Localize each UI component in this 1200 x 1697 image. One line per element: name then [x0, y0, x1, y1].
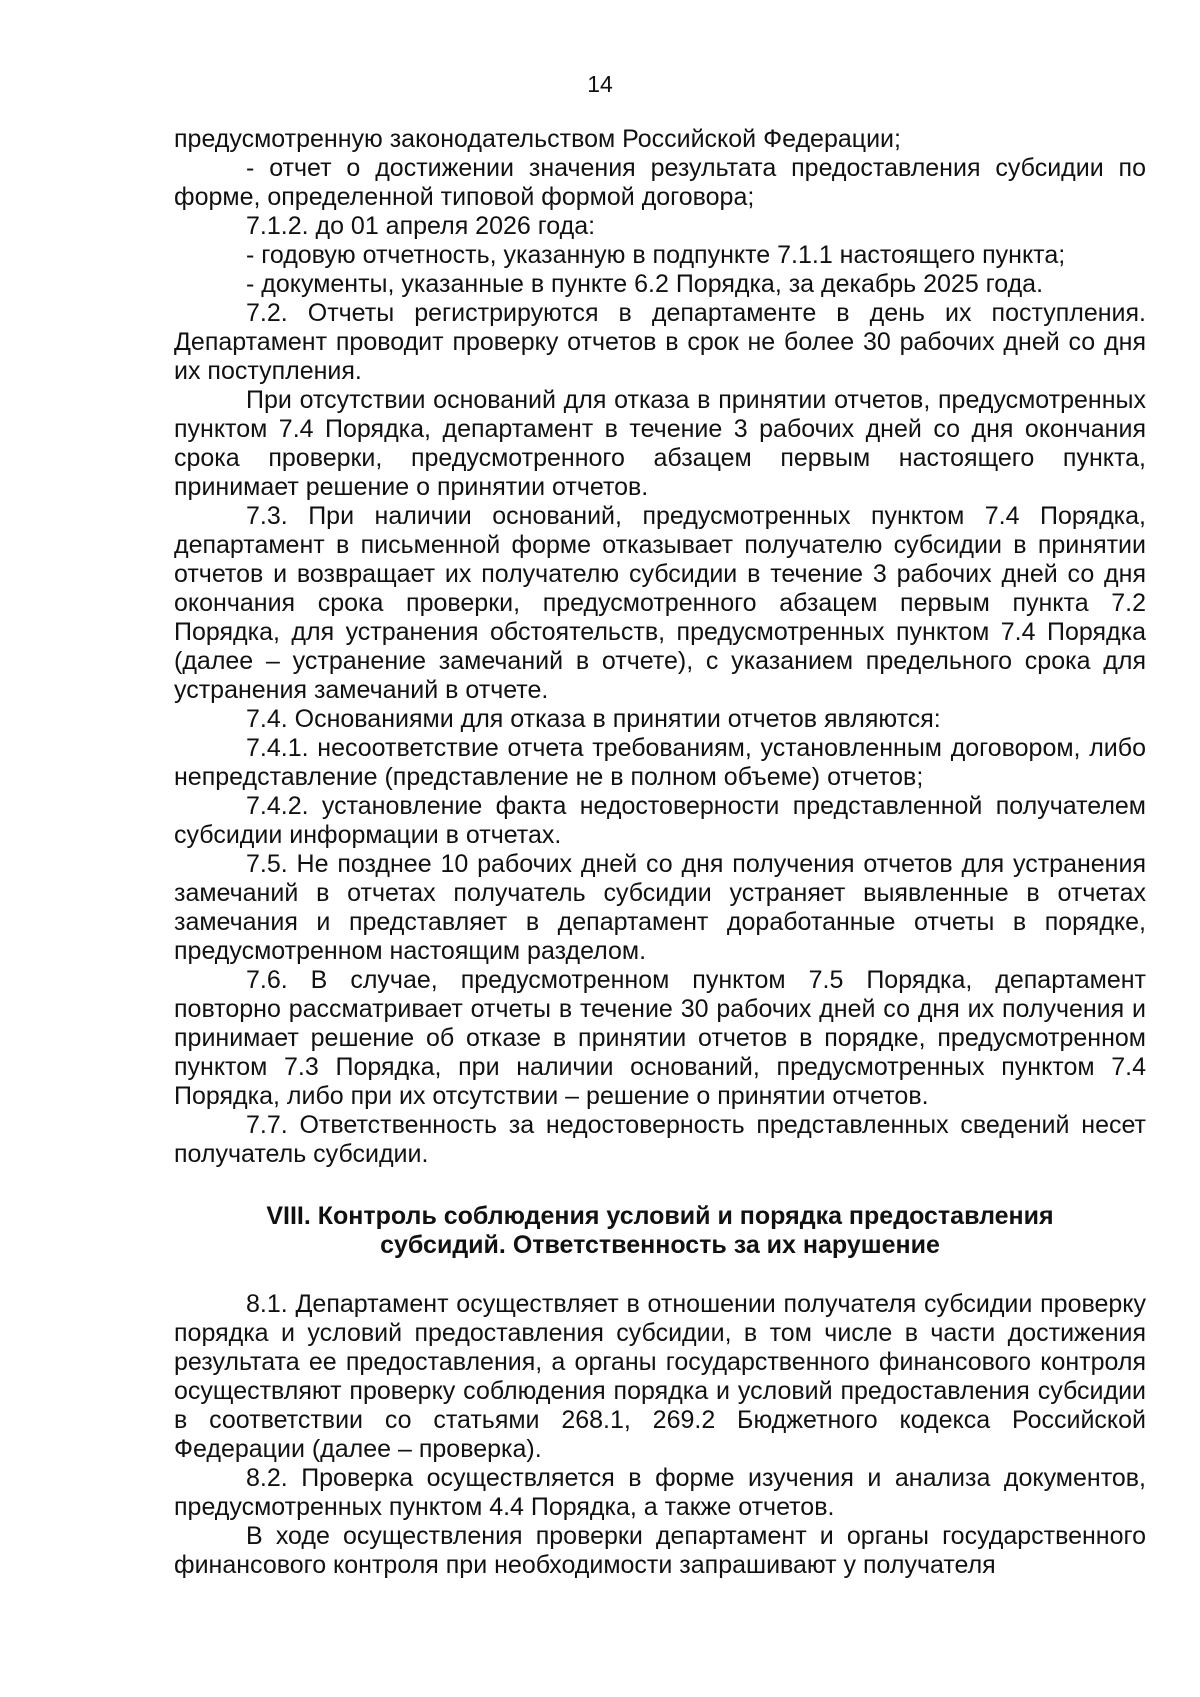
paragraph: При отсутствии оснований для отказа в принятии отчетов, предусмотренных пунктом 7.4 Порядка, департамент в течение 3 рабочих дней со дня окончания срока проверки, предусмотренного абзацем первым настоящего пункта, принимает решение о принятии отчетов. [174, 386, 1146, 501]
section-title [174, 1202, 1146, 1260]
section-title-line-2: субсидий. Ответственность за их нарушение [380, 1231, 940, 1259]
paragraph: 7.4.1. несоответствие отчета требованиям, установленным договором, либо непредставление (представление не в полном объеме) отчетов; [174, 734, 1146, 791]
paragraph: 7.4. Основаниями для отказа в принятии отчетов являются: [246, 705, 941, 733]
paragraph: 8.2. Проверка осуществляется в форме изучения и анализа документов, предусмотренных пунктом 4.4 Порядка, а также отчетов. [174, 1464, 1146, 1521]
paragraph: 7.6. В случае, предусмотренном пунктом 7.5 Порядка, департамент повторно рассматривает отчеты в течение 30 рабочих дней со дня их получения и принимает решение об отказе в принятии отчетов в порядке, предусмотренном пунктом 7.3 Порядка, при наличии оснований, предусмотренных пунктом 7.4 Порядка, либо при их отсутствии – решение о принятии отчетов. [174, 966, 1146, 1110]
bottom-paragraphs [174, 1290, 1146, 1580]
paragraph: - документы, указанные в пункте 6.2 Порядка, за декабрь 2025 года. [246, 270, 1044, 298]
page-number: 14 [587, 71, 613, 97]
top-paragraphs [174, 125, 1146, 1169]
paragraph: - отчет о достижении значения результата предоставления субсидии по форме, определенной типовой формой договора; [174, 154, 1146, 211]
paragraph: 7.7. Ответственность за недостоверность представленных сведений несет получатель субсидии. [174, 1111, 1146, 1168]
paragraph: 8.1. Департамент осуществляет в отношении получателя субсидии проверку порядка и условий предоставления субсидии, в том числе в части достижения результата ее предоставления, а органы государственного финансового контроля осуществляют проверку соблюдения порядка и условий предоставления субсидии в соответствии со статьями 268.1, 269.2 Бюджетного кодекса Российской Федерации (далее – проверка). [174, 1290, 1146, 1463]
paragraph: 7.4.2. установление факта недостоверности представленной получателем субсидии информации в отчетах. [174, 792, 1146, 849]
paragraph: 7.1.2. до 01 апреля 2026 года: [246, 212, 596, 240]
document-body [174, 125, 1146, 1580]
paragraph: В ходе осуществления проверки департамент и органы государственного финансового контроля при необходимости запрашивают у получателя [174, 1522, 1146, 1579]
paragraph: 7.3. При наличии оснований, предусмотренных пунктом 7.4 Порядка, департамент в письменной форме отказывает получателю субсидии в принятии отчетов и возвращает их получателю субсидии в течение 3 рабочих дней со дня окончания срока проверки, предусмотренного абзацем первым пункта 7.2 Порядка, для устранения обстоятельств, предусмотренных пунктом 7.4 Порядка (далее – устранение замечаний в отчете), с указанием предельного срока для устранения замечаний в отчете. [174, 502, 1146, 704]
section-title-line-1: VIII. Контроль соблюдения условий и порядка предоставления [266, 1202, 1054, 1230]
paragraph: 7.2. Отчеты регистрируются в департаменте в день их поступления. Департамент проводит проверку отчетов в срок не более 30 рабочих дней со дня их поступления. [174, 299, 1146, 385]
paragraph: предусмотренную законодательством Российской Федерации; [174, 125, 901, 153]
paragraph: 7.5. Не позднее 10 рабочих дней со дня получения отчетов для устранения замечаний в отчетах получатель субсидии устраняет выявленные в отчетах замечания и представляет в департамент доработанные отчеты в порядке, предусмотренном настоящим разделом. [174, 850, 1146, 965]
paragraph: - годовую отчетность, указанную в подпункте 7.1.1 настоящего пункта; [246, 241, 1066, 269]
